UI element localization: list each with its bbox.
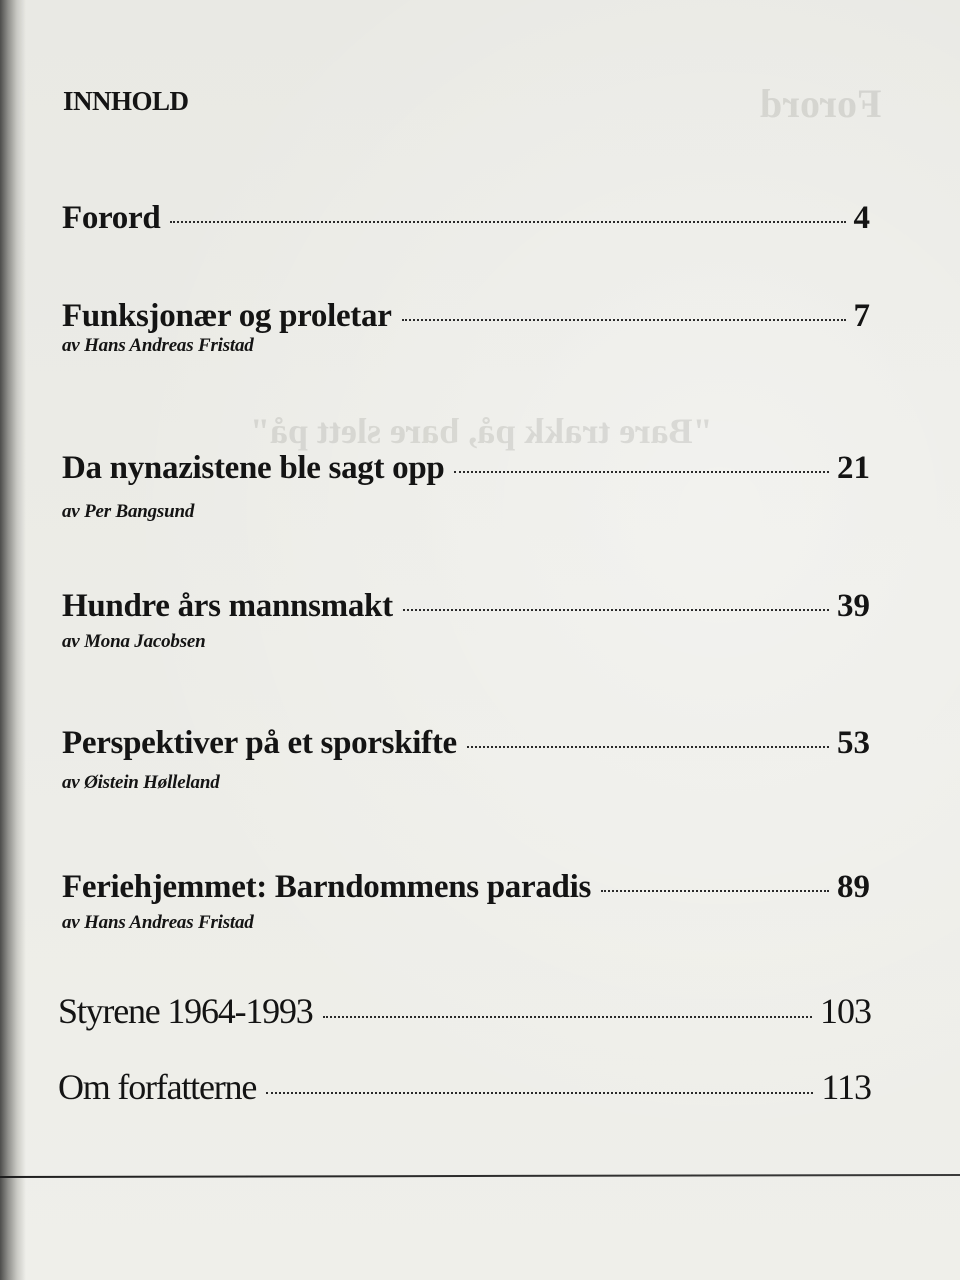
toc-line bbox=[58, 1066, 871, 1108]
toc-page-number: 39 bbox=[837, 588, 870, 624]
toc-page-number: 53 bbox=[837, 725, 870, 761]
toc-entry-author: av Per Bangsund bbox=[62, 501, 195, 522]
dot-leader bbox=[266, 1092, 813, 1094]
toc-line bbox=[62, 298, 870, 335]
toc-entry-title: Perspektiver på et sporskifte bbox=[62, 725, 457, 761]
show-through-heading: Forord bbox=[760, 81, 882, 126]
dot-leader bbox=[467, 746, 829, 748]
toc-page-number: 4 bbox=[853, 200, 870, 236]
toc-entry-title: Feriehjemmet: Barndommens paradis bbox=[62, 869, 592, 905]
dot-leader bbox=[601, 890, 829, 892]
dot-leader bbox=[454, 471, 829, 473]
toc-entry-da-nynazistene-ble-sagt-opp[interactable] bbox=[62, 450, 870, 523]
toc-line bbox=[58, 990, 871, 1032]
horizontal-rule bbox=[0, 1174, 960, 1178]
dot-leader bbox=[402, 319, 846, 321]
toc-entry-styrene-1964-1993[interactable] bbox=[58, 990, 871, 1032]
toc-line bbox=[62, 588, 870, 625]
toc-entry-feriehjemmet-barndommens-paradis[interactable] bbox=[62, 869, 870, 934]
toc-entry-perspektiver-pa-et-sporskifte[interactable] bbox=[62, 725, 870, 794]
toc-entry-author: av Mona Jacobsen bbox=[62, 631, 206, 652]
toc-entry-title: Funksjonær og proletar bbox=[62, 298, 392, 334]
dot-leader bbox=[323, 1016, 812, 1018]
toc-entry-title: Om forfatterne bbox=[58, 1067, 257, 1107]
toc-line bbox=[62, 200, 870, 237]
toc-entry-title: Forord bbox=[62, 200, 161, 236]
toc-page-number: 7 bbox=[853, 298, 870, 334]
toc-page-number: 113 bbox=[821, 1067, 871, 1107]
toc-page-number: 89 bbox=[837, 869, 870, 905]
toc-entry-title: Da nynazistene ble sagt opp bbox=[62, 450, 445, 486]
toc-entry-title: Hundre års mannsmakt bbox=[62, 588, 393, 624]
toc-line bbox=[62, 725, 870, 762]
toc-entry-forord[interactable] bbox=[62, 200, 870, 237]
toc-entry-hundre-ars-mannsmakt[interactable] bbox=[62, 588, 870, 653]
toc-page-number: 21 bbox=[837, 450, 870, 486]
toc-line bbox=[62, 869, 870, 906]
toc-entry-author: av Hans Andreas Fristad bbox=[62, 335, 254, 356]
show-through-heading: "Bare trakk på, bare slett på" bbox=[250, 411, 713, 451]
dot-leader bbox=[403, 609, 829, 611]
dot-leader bbox=[170, 221, 845, 223]
toc-line bbox=[62, 450, 870, 487]
toc-entry-title: Styrene 1964-1993 bbox=[58, 991, 313, 1031]
toc-entry-author: av Hans Andreas Fristad bbox=[62, 912, 254, 933]
toc-entry-om-forfatterne[interactable] bbox=[58, 1066, 871, 1108]
toc-entry-funksjonaer-og-proletar[interactable] bbox=[62, 298, 870, 357]
toc-entry-author: av Øistein Hølleland bbox=[62, 772, 220, 793]
toc-page-number: 103 bbox=[820, 991, 871, 1031]
toc-heading: INNHOLD bbox=[63, 86, 189, 116]
